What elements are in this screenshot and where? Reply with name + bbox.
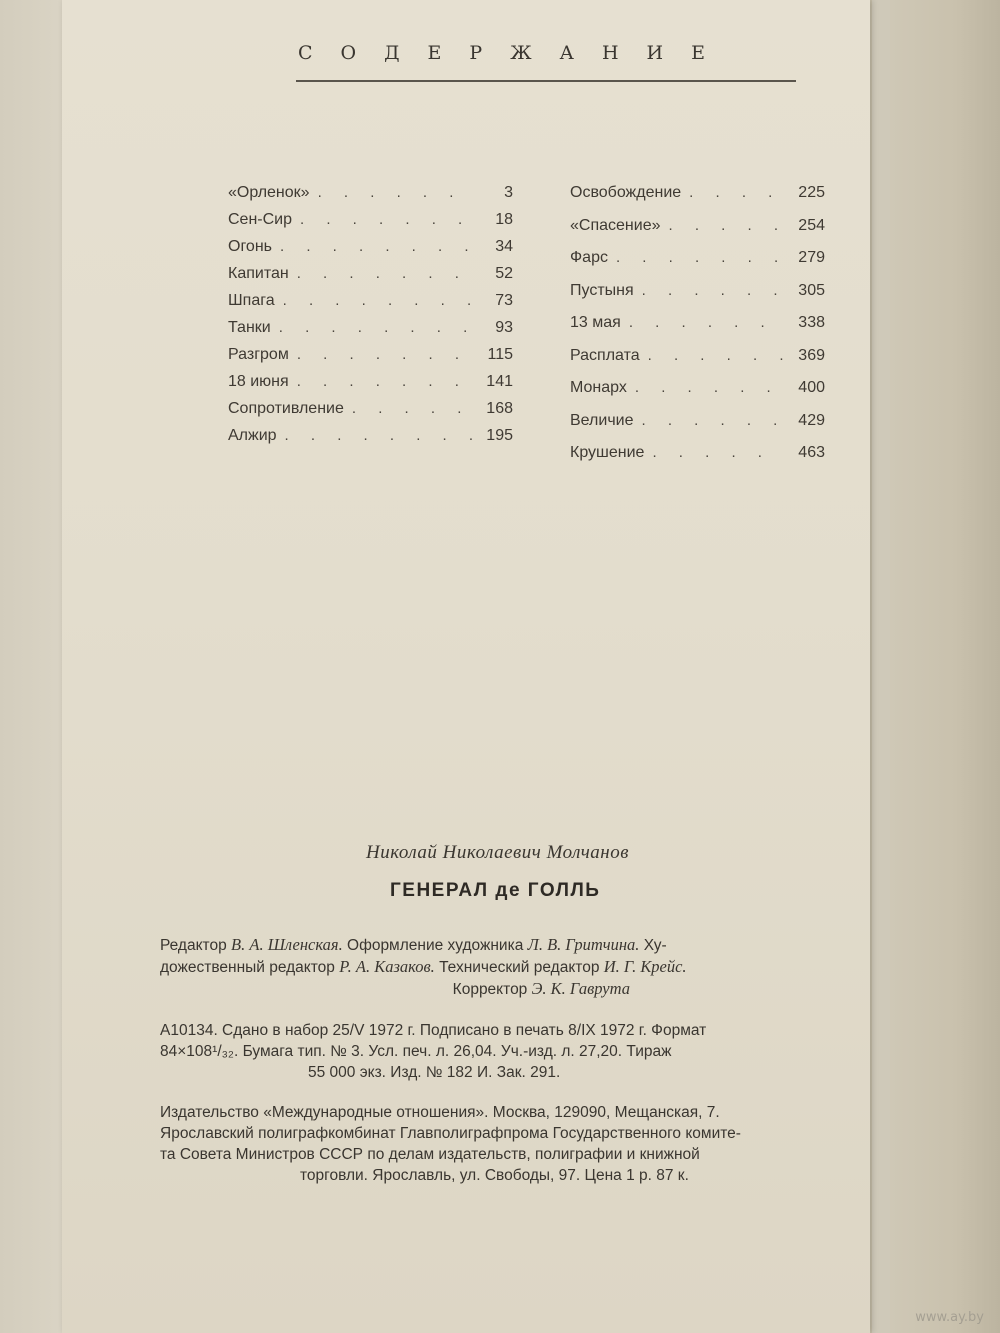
toc-leader-dots: [641, 412, 785, 429]
background-surface-right: [890, 0, 1000, 1333]
toc-entry-page: 463: [798, 444, 825, 461]
toc-entry: [570, 444, 825, 477]
credits-person: В. А. Шленская.: [231, 935, 343, 954]
book-author: Николай Николаевич Молчанов: [366, 842, 629, 863]
imprint-publisher-line: торговли. Ярославль, ул. Свободы, 97. Цена 1 р. 87 к.: [300, 1167, 689, 1184]
toc-entry: [228, 373, 513, 400]
toc-entry-title: Разгром: [228, 346, 289, 363]
toc-leader-dots: [652, 444, 785, 461]
toc-entry-title: Фарс: [570, 249, 608, 266]
toc-entry-page: 429: [798, 411, 825, 429]
toc-entry-title: Шпага: [228, 292, 275, 309]
credits-text: Оформление художника: [342, 937, 528, 954]
toc-leader-dots: [352, 400, 473, 417]
imprint-publisher-line: та Совета Министров СССР по делам издательств, полиграфии и книжной: [160, 1146, 700, 1163]
credits-person: И. Г. Крейс.: [603, 957, 687, 976]
credits-text: Ху-: [639, 937, 667, 954]
imprint-publisher-line: Издательство «Международные отношения». Москва, 129090, Мещанская, 7.: [160, 1104, 720, 1121]
watermark: www.ay.by: [915, 1310, 984, 1325]
toc-leader-dots: [318, 184, 473, 201]
toc-entry-title: Алжир: [228, 427, 277, 444]
toc-entry-page: 3: [504, 184, 513, 201]
toc-entry-page: 254: [798, 216, 825, 234]
toc-leader-dots: [616, 249, 785, 266]
toc-entry: [570, 249, 825, 282]
toc-right-column: [570, 184, 825, 477]
toc-entry-page: 400: [798, 379, 825, 396]
credits-person: Л. В. Гритчина.: [527, 935, 640, 954]
toc-entry-title: Сен-Сир: [228, 211, 293, 228]
toc-entry-page: 73: [495, 292, 513, 309]
toc-leader-dots: [285, 427, 473, 444]
toc-entry: [228, 292, 513, 319]
toc-entry-page: 225: [798, 184, 825, 201]
toc-entry-title: Расплата: [570, 346, 640, 364]
toc-leader-dots: [283, 292, 473, 309]
credits-text: дожественный редактор: [160, 959, 340, 976]
toc-leader-dots: [629, 314, 785, 331]
toc-entry-title: Огонь: [228, 238, 272, 255]
toc-entry: [570, 412, 825, 445]
toc-leader-dots: [635, 379, 785, 396]
imprint-publisher: [160, 1102, 900, 1186]
toc-leader-dots: [279, 319, 473, 336]
toc-entry-page: 168: [486, 400, 513, 417]
toc-entry-title: Пустыня: [570, 281, 634, 299]
toc-entry: [570, 282, 825, 315]
toc-entry: [228, 211, 513, 238]
toc-entry-page: 141: [486, 373, 513, 390]
toc-entry-page: 52: [495, 265, 513, 282]
toc-entry-title: 13 мая: [570, 314, 621, 331]
imprint-print-line: 55 000 экз. Изд. № 182 И. Зак. 291.: [308, 1064, 561, 1081]
credits-text: Корректор: [452, 981, 532, 998]
toc-entry: [570, 379, 825, 412]
imprint-publisher-line: Ярославский полиграфкомбинат Главполиграфпрома Государственного комите-: [160, 1125, 741, 1142]
toc-left-column: [228, 184, 513, 454]
toc-entry: [228, 400, 513, 427]
toc-entry-page: 18: [495, 211, 513, 228]
toc-entry-title: «Орленок»: [228, 184, 310, 201]
toc-leader-dots: [689, 184, 785, 201]
heading-underline: [296, 80, 796, 82]
toc-entry-page: 93: [495, 319, 513, 336]
toc-leader-dots: [300, 211, 473, 228]
imprint-print-line: 84×108¹/₃₂. Бумага тип. № 3. Усл. печ. л. 26,04. Уч.-изд. л. 27,20. Тираж: [160, 1043, 672, 1060]
toc-leader-dots: [297, 265, 473, 282]
toc-entry-page: 115: [487, 346, 513, 363]
toc-entry-page: 369: [798, 346, 825, 364]
toc-leader-dots: [297, 373, 473, 390]
toc-entry-title: «Спасение»: [570, 216, 661, 234]
toc-entry: [228, 265, 513, 292]
toc-entry-page: 195: [486, 427, 513, 444]
toc-entry-title: Монарх: [570, 379, 627, 396]
imprint-credits: [160, 934, 900, 1000]
toc-entry-page: 34: [495, 238, 513, 255]
credits-text: Технический редактор: [434, 959, 604, 976]
toc-entry-title: 18 июня: [228, 373, 289, 390]
toc-entry: [228, 346, 513, 373]
toc-entry: [228, 427, 513, 454]
credits-person: Р. А. Казаков.: [339, 957, 435, 976]
toc-leader-dots: [648, 347, 785, 364]
toc-entry-page: 338: [798, 314, 825, 331]
toc-entry: [228, 319, 513, 346]
toc-leader-dots: [668, 217, 785, 234]
toc-entry-page: 305: [798, 281, 825, 299]
toc-entry-title: Величие: [570, 411, 634, 429]
toc-entry-title: Освобождение: [570, 184, 682, 201]
imprint-credits-line: [160, 934, 900, 956]
toc-entry-title: Сопротивление: [228, 400, 344, 417]
toc-leader-dots: [297, 346, 473, 363]
toc-entry-title: Капитан: [228, 265, 289, 282]
toc-entry: [570, 347, 825, 380]
credits-person: Э. К. Гаврута: [531, 979, 630, 998]
toc-entry-title: Танки: [228, 319, 271, 336]
imprint-print-line: А10134. Сдано в набор 25/V 1972 г. Подписано в печать 8/IX 1972 г. Формат: [160, 1022, 707, 1039]
toc-leader-dots: [642, 282, 785, 299]
imprint-credits-line: [160, 956, 900, 978]
book-title: ГЕНЕРАЛ де ГОЛЛЬ: [390, 880, 601, 901]
credits-text: Редактор: [160, 937, 232, 954]
imprint-credits-line: [160, 978, 900, 1000]
toc-entry: [228, 238, 513, 265]
toc-entry: [570, 314, 825, 347]
toc-entry: [570, 184, 825, 217]
toc-entry-title: Крушение: [570, 444, 645, 461]
imprint-print-details: [160, 1020, 900, 1083]
toc-entry-page: 279: [798, 249, 825, 266]
toc-entry: [228, 184, 513, 211]
toc-entry: [570, 217, 825, 250]
contents-heading: СОДЕРЖАНИЕ: [298, 42, 733, 64]
toc-leader-dots: [280, 238, 473, 255]
